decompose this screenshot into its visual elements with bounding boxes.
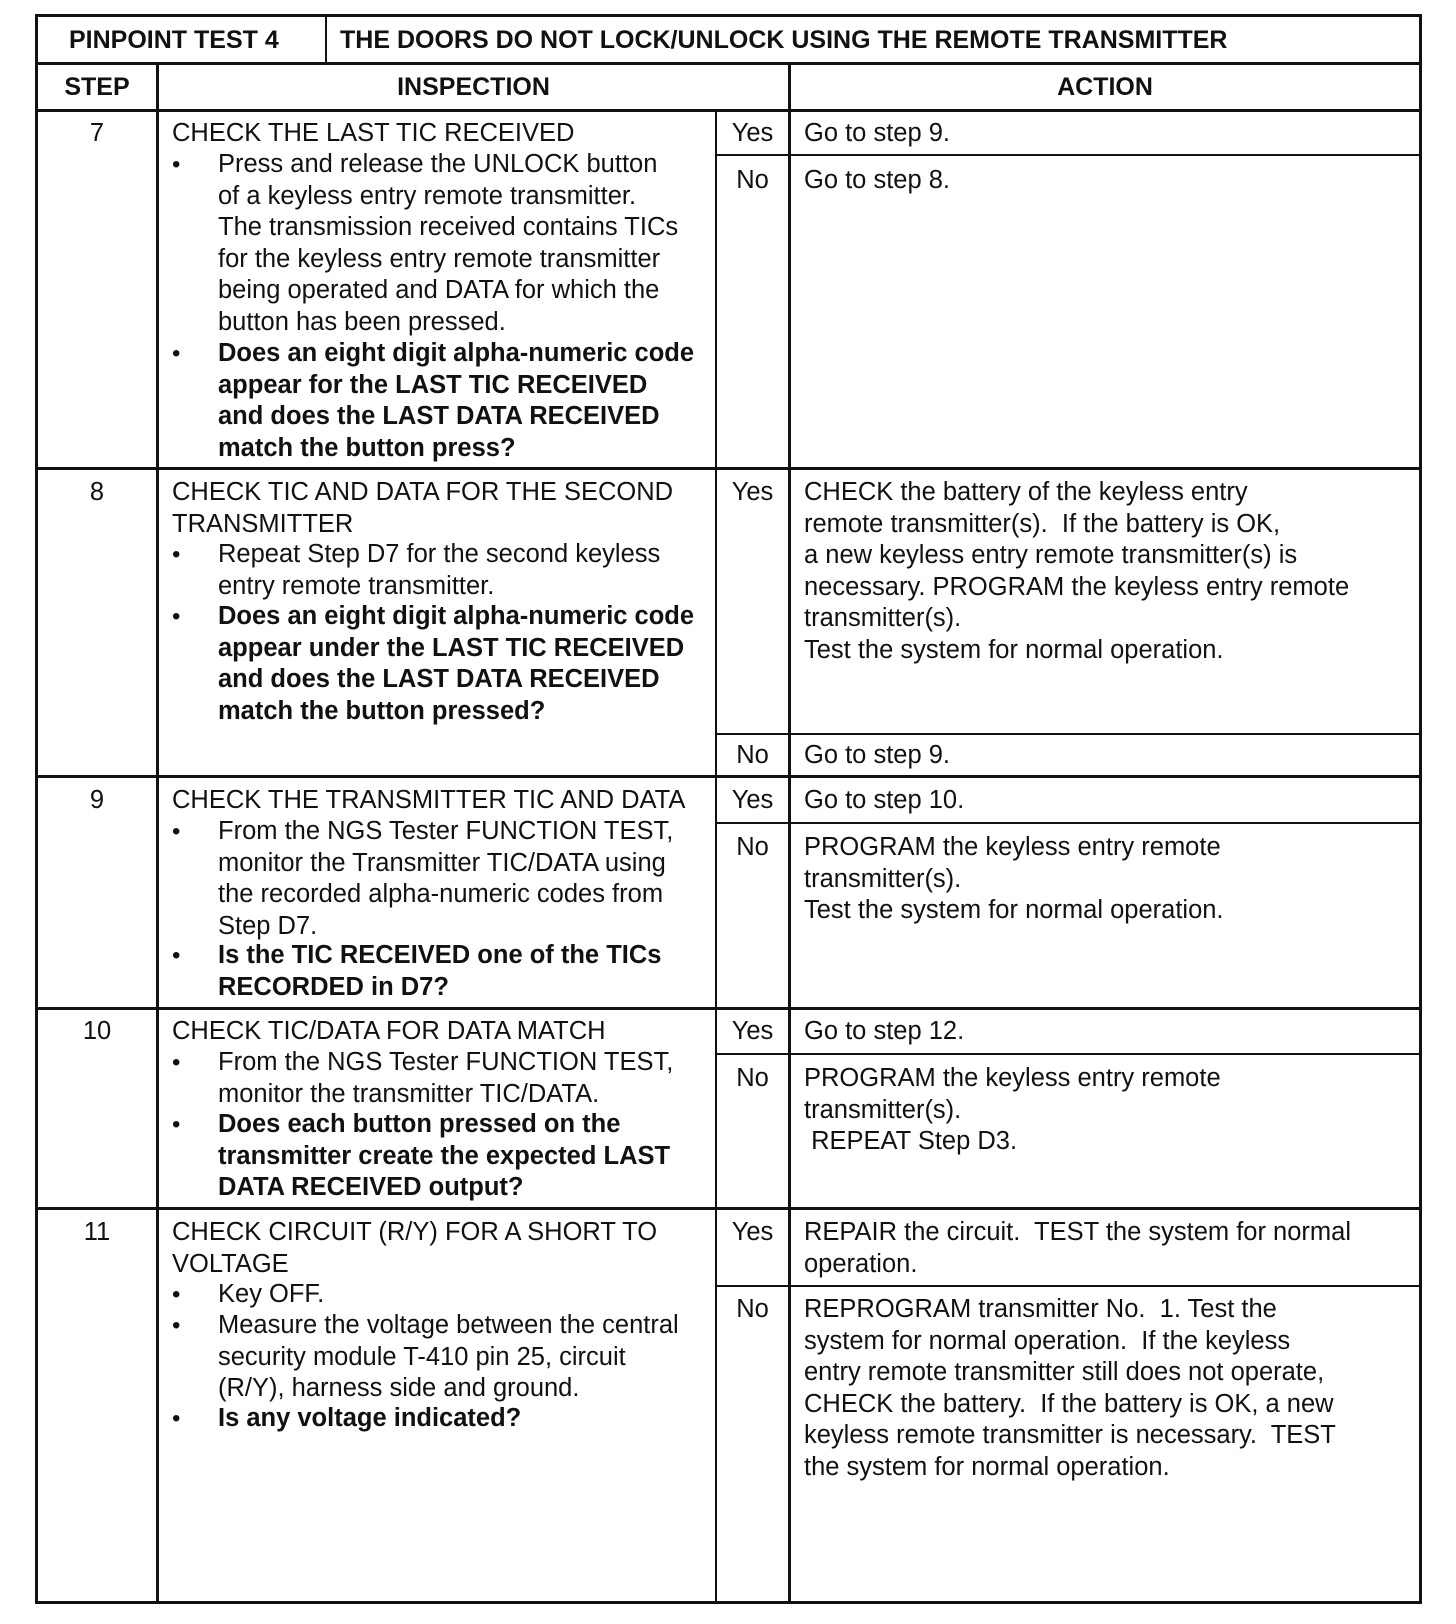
inspection-bullet: From the NGS Tester FUNCTION TEST, monitor the transmitter TIC/DATA. [218,1048,674,1108]
yes-label: Yes [731,478,774,506]
bullet-icon: • [172,1405,181,1432]
yes-label: Yes [731,1017,774,1045]
test-title: THE DOORS DO NOT LOCK/UNLOCK USING THE REMOTE TRANSMITTER [340,26,1228,54]
rule [38,109,1419,112]
column-header-inspection: INSPECTION [397,73,550,101]
bullet-icon: • [172,541,181,568]
no-action: PROGRAM the keyless entry remote transmitter(s). REPEAT Step D3. [804,1064,1221,1155]
column-header-step: STEP [64,73,130,101]
inspection-question: Does each button pressed on the transmitter create the expected LAST DATA RECEIVED output? [218,1110,671,1201]
no-label: No [736,166,769,194]
inspection-question: Is any voltage indicated? [218,1404,522,1432]
rule [716,733,1419,735]
bullet-icon: • [172,340,181,367]
rule [716,1053,1419,1055]
rule [38,62,1419,65]
step-heading: CHECK CIRCUIT (R/Y) FOR A SHORT TO VOLTAGE [172,1218,658,1278]
rule [325,17,327,63]
no-label: No [736,833,769,861]
no-label: No [736,741,769,769]
rule [38,1207,1419,1210]
inspection-bullet: Measure the voltage between the central security module T-410 pin 25, circuit (R/Y), harness side and ground. [218,1311,679,1402]
bullet-icon: • [172,1049,181,1076]
rule [716,154,1419,156]
pinpoint-test-table [35,14,1422,1604]
inspection-bullet: Repeat Step D7 for the second keyless entry remote transmitter. [218,540,661,600]
inspection-question: Does an eight digit alpha-numeric code appear under the LAST TIC RECEIVED and does the LAST DATA RECEIVED match the button pressed? [218,602,695,725]
inspection-question: Is the TIC RECEIVED one of the TICs RECORDED in D7? [218,941,662,1001]
rule [38,467,1419,470]
step-number: 11 [83,1218,111,1246]
column-header-action: ACTION [1057,73,1153,101]
yes-label: Yes [731,119,774,147]
yes-action: Go to step 9. [804,119,951,147]
step-heading: CHECK THE TRANSMITTER TIC AND DATA [172,786,686,814]
inspection-bullet: Press and release the UNLOCK button of a keyless entry remote transmitter. The transmission received contains TICs for the keyless entry remote transmitter being operated and DATA for which the button has been pressed. [218,150,679,336]
inspection-bullet: From the NGS Tester FUNCTION TEST, monitor the Transmitter TIC/DATA using the recorded alpha-numeric codes from Step D7. [218,817,674,940]
step-number: 10 [82,1017,112,1045]
rule [156,63,159,1601]
rule [38,1007,1419,1010]
no-action: PROGRAM the keyless entry remote transmitter(s). Test the system for normal operation. [804,833,1224,924]
step-number: 7 [89,119,105,147]
step-number: 9 [89,786,105,814]
no-label: No [736,1064,769,1092]
test-id: PINPOINT TEST 4 [69,26,279,54]
rule [38,775,1419,778]
bullet-icon: • [172,1312,181,1339]
bullet-icon: • [172,603,181,630]
step-heading: CHECK THE LAST TIC RECEIVED [172,119,575,147]
bullet-icon: • [172,1281,181,1308]
no-action: Go to step 9. [804,741,951,769]
step-number: 8 [89,478,105,506]
yes-action: Go to step 12. [804,1017,965,1045]
step-heading: CHECK TIC/DATA FOR DATA MATCH [172,1017,606,1045]
no-action: Go to step 8. [804,166,951,194]
bullet-icon: • [172,818,181,845]
inspection-question: Does an eight digit alpha-numeric code appear for the LAST TIC RECEIVED and does the LAST DATA RECEIVED match the button press? [218,339,695,462]
bullet-icon: • [172,942,181,969]
yes-action: Go to step 10. [804,786,965,814]
inspection-bullet: Key OFF. [218,1280,325,1308]
bullet-icon: • [172,1111,181,1138]
rule [788,63,791,1601]
bullet-icon: • [172,151,181,178]
yes-action: CHECK the battery of the keyless entry remote transmitter(s). If the battery is OK, a new keyless entry remote transmitter(s) is necessary. PROGRAM the keyless entry remote transmitter(s). Test the system for normal operation. [804,478,1350,664]
yes-action: REPAIR the circuit. TEST the system for normal operation. [804,1218,1352,1278]
step-heading: CHECK TIC AND DATA FOR THE SECOND TRANSMITTER [172,478,674,538]
rule [716,1285,1419,1287]
yes-label: Yes [731,1218,774,1246]
no-action: REPROGRAM transmitter No. 1. Test the system for normal operation. If the keyless entry remote transmitter still does not operate, CHECK the battery. If the battery is OK, a new keyless remote transmitter is necessary. TEST the system for normal operation. [804,1295,1336,1481]
no-label: No [736,1295,769,1323]
yes-label: Yes [731,786,774,814]
rule [716,822,1419,824]
